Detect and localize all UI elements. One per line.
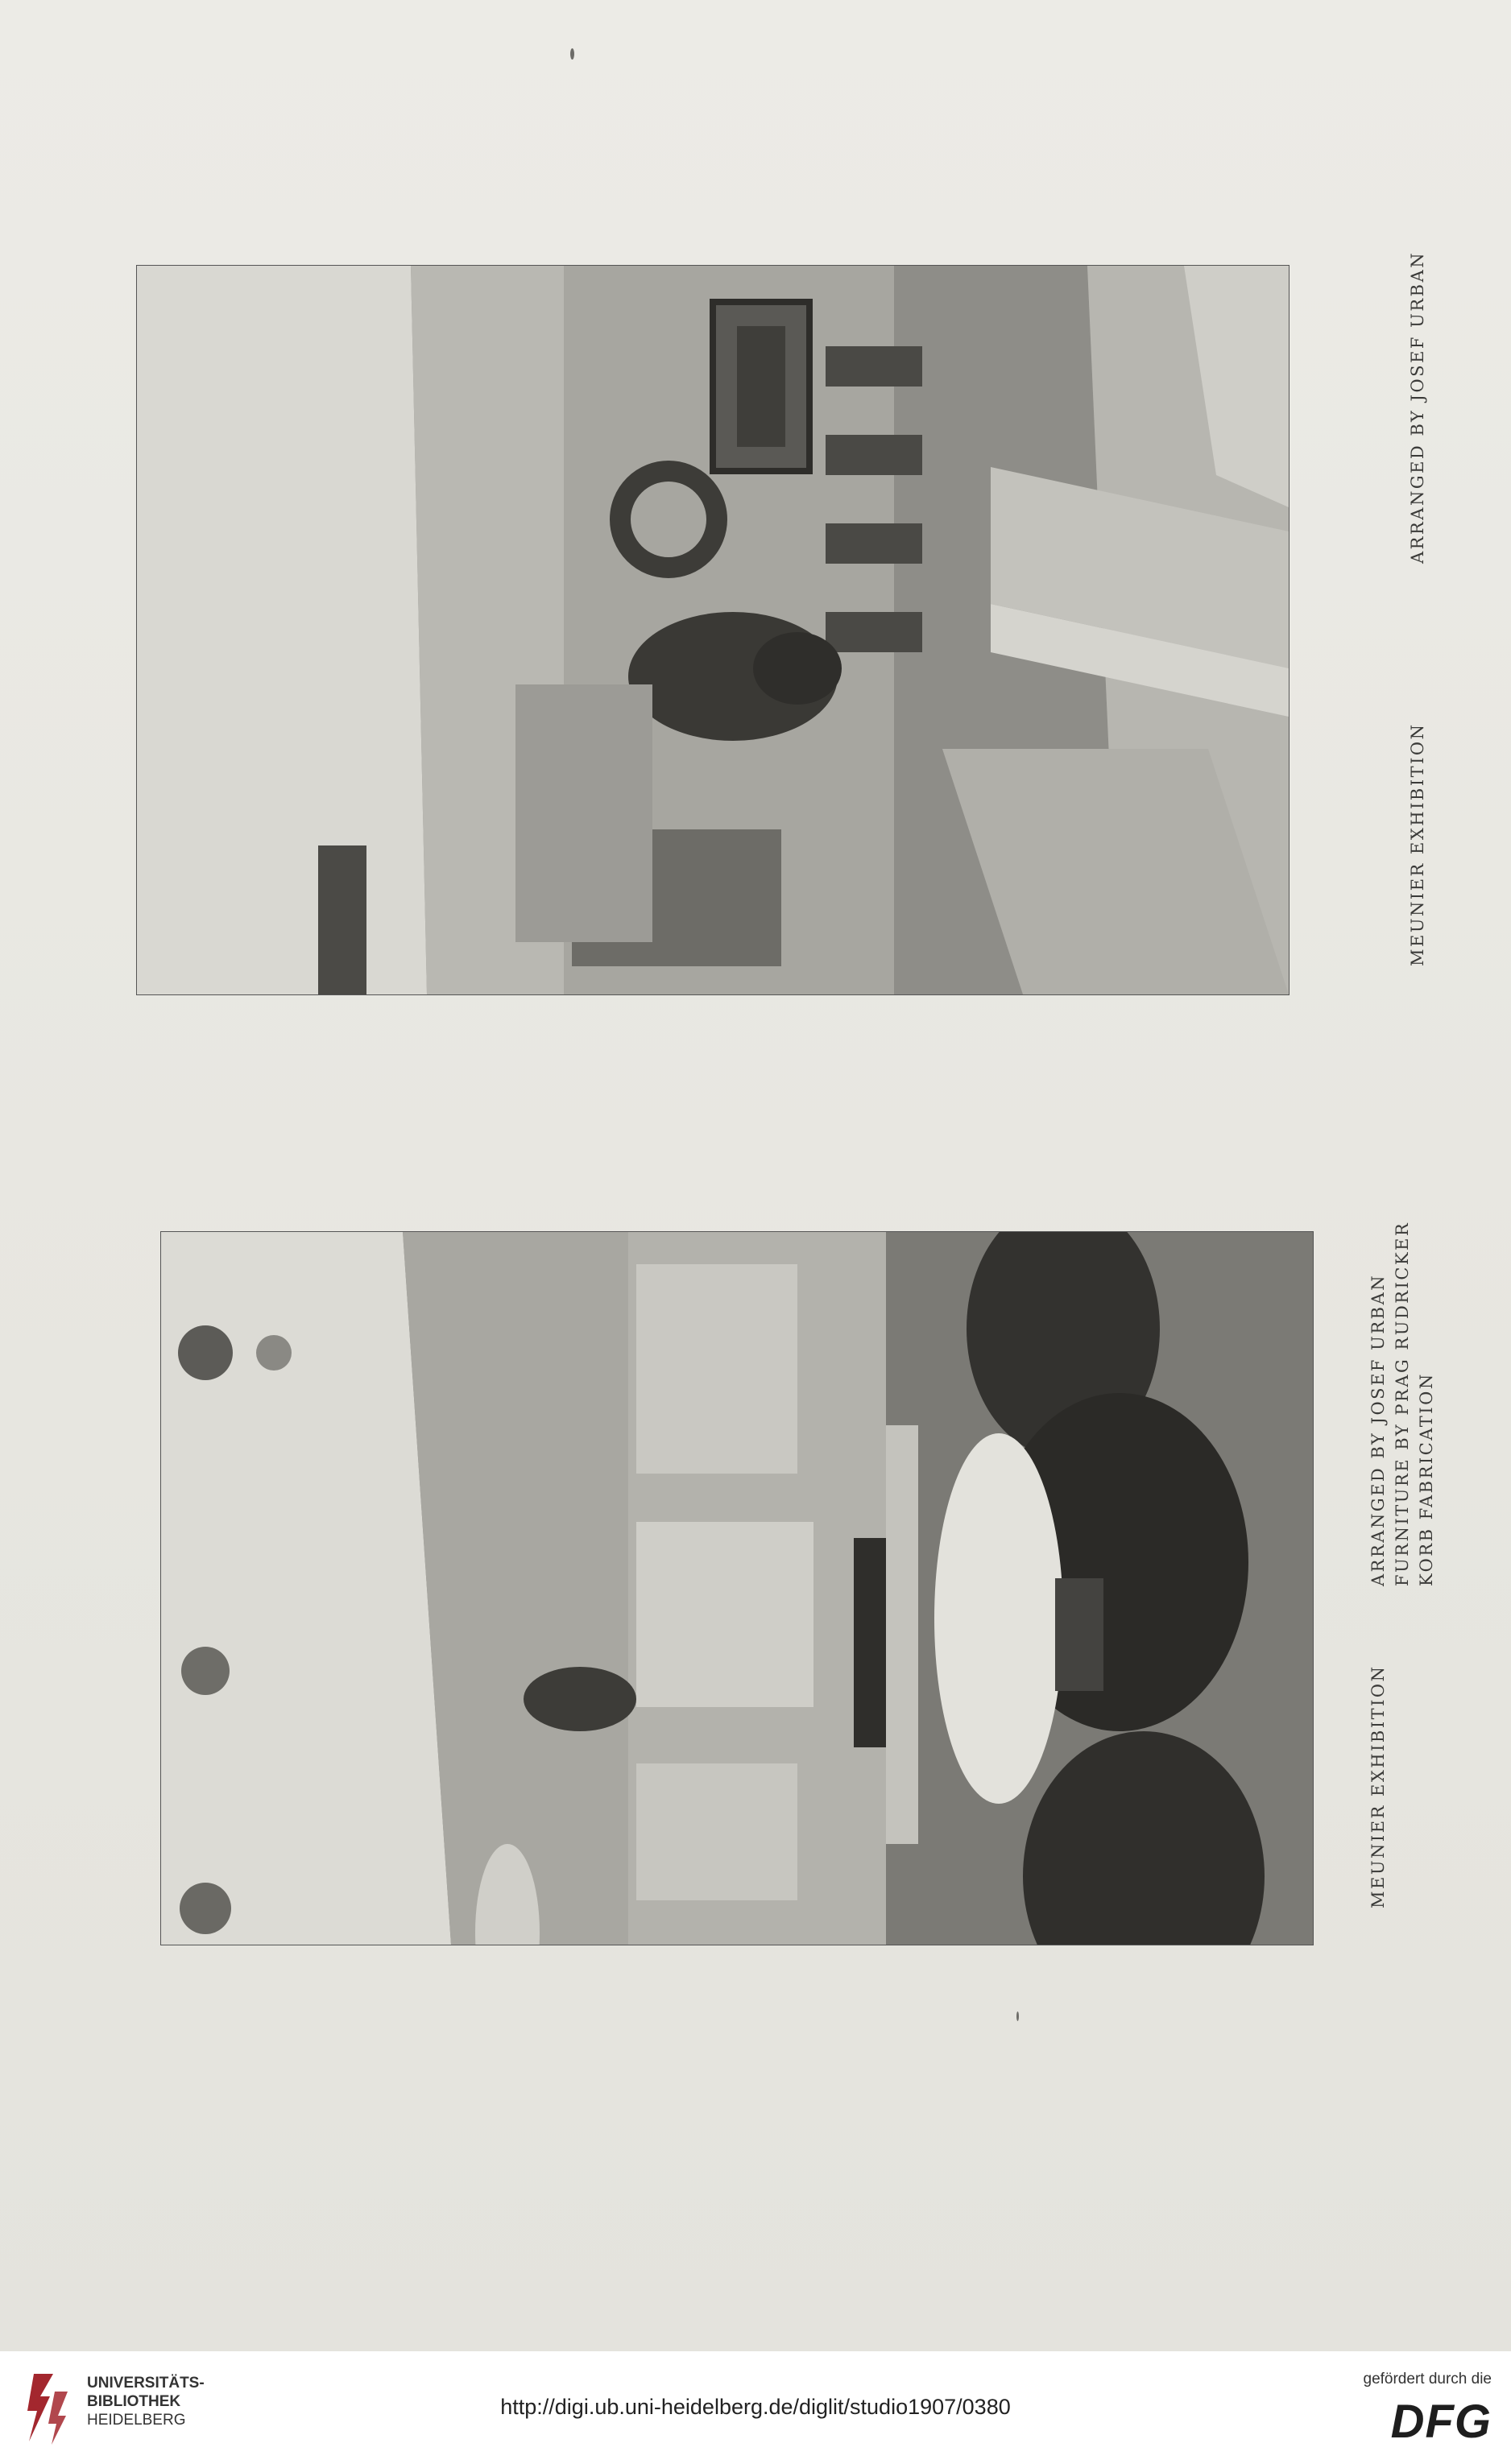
caption-text: MEUNIER EXHIBITION (1368, 1664, 1388, 1908)
exhibition-hall-image (137, 266, 1289, 994)
bottom-photo-caption-title (1366, 1664, 1390, 1908)
institution-line: HEIDELBERG (87, 2412, 186, 2429)
paper-speck (570, 48, 574, 60)
top-photo-caption-credit (1405, 251, 1430, 564)
caption-line: FURNITURE BY PRAG RUDRICKER (1393, 1221, 1412, 1586)
institution-line: BIBLIOTHEK (87, 2393, 181, 2410)
caption-line: ARRANGED BY JOSEF URBAN (1368, 1273, 1388, 1586)
caption-line: KORB FABRICATION (1417, 1372, 1436, 1586)
funded-by-label: gefördert durch die (1363, 2371, 1492, 2388)
permalink-url[interactable]: http://digi.ub.uni-heidelberg.de/diglit/studio1907/0380 (500, 2395, 1011, 2419)
dfg-logo: DFG (1390, 2396, 1492, 2448)
caption-text: ARRANGED BY JOSEF URBAN (1408, 250, 1427, 564)
digitization-footer (0, 2351, 1511, 2464)
bottom-photo-caption-credits (1366, 1222, 1439, 1586)
gallery-with-furniture-image (161, 1232, 1313, 1945)
top-photograph (137, 266, 1289, 994)
institution-line: UNIVERSITÄTS- (87, 2375, 205, 2392)
bottom-photograph (161, 1232, 1313, 1945)
top-photo-caption-title (1405, 722, 1430, 966)
caption-text: MEUNIER EXHIBITION (1408, 722, 1427, 966)
paper-speck (1016, 2011, 1019, 2021)
